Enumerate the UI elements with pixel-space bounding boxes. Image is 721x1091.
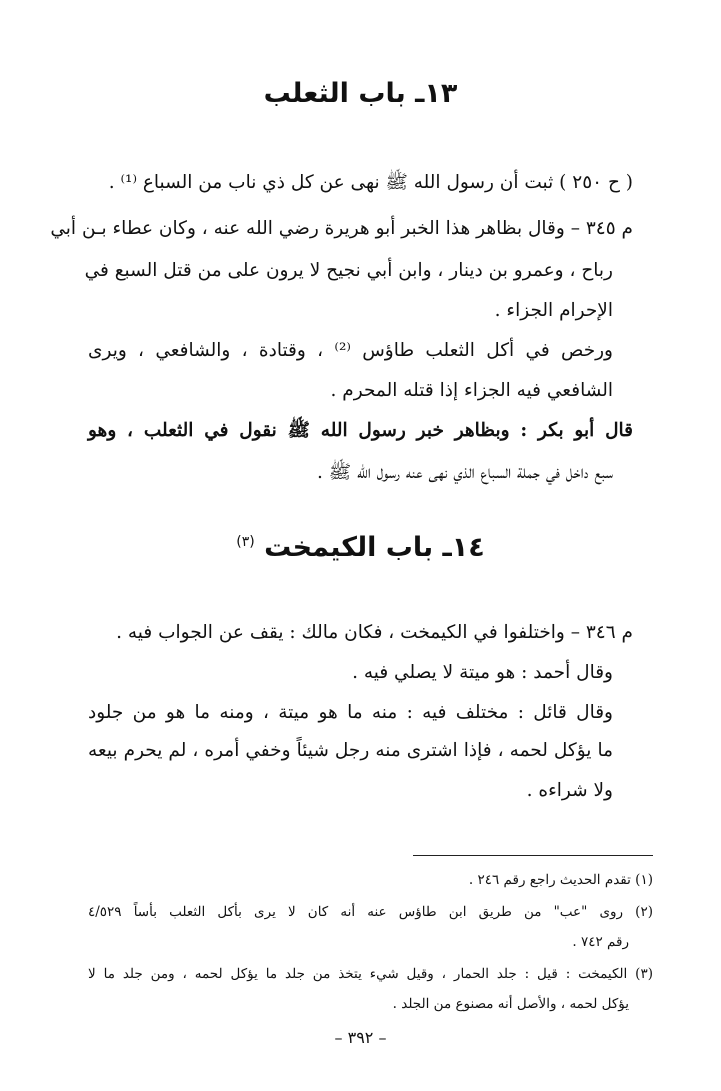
page-number: – ٣٩٢ –: [334, 1028, 387, 1047]
footnote-1: (١) تقدم الحديث راجع رقم ٢٤٦ .: [468, 872, 653, 888]
masala-346-line: م ٣٤٦ – واختلفوا في الكيمخت ، فكان مالك : يقف عن الجواب فيه .: [116, 622, 633, 643]
section-title-fox: [0, 78, 721, 109]
body-line: ما يؤكل لحمه ، فإذا اشترى منه رجل شيئاً وخفي أمره ، لم يحرم بيعه: [88, 740, 613, 761]
section-title-kaymukht-text: ١٤ـ باب الكيمخت: [264, 532, 485, 563]
body-line: وقال أحمد : هو ميتة لا يصلي فيه .: [352, 662, 613, 683]
body-line: سبع داخل في جملة السباع الذي نهى عنه رسول الله ﷺ .: [316, 462, 613, 483]
body-line: الإحرام الجزاء .: [494, 300, 613, 321]
hadith-250-line: ( ح ٢٥٠ ) ثبت أن رسول الله ﷺ نهى عن كل ذي ناب من السباع ⁽¹⁾ .: [108, 172, 633, 193]
footnote-3: (٣) الكيمخت : قيل : جلد الحمار ، وقيل شيء يتخذ من جلد ما يؤكل لحمه ، ومن جلد ما لا: [88, 966, 653, 982]
body-line: وقال قائل : مختلف فيه : منه ما هو ميتة ، ومنه ما هو من جلود: [88, 702, 613, 723]
body-line: ولا شراءه .: [526, 780, 613, 801]
body-line: الشافعي فيه الجزاء إذا قتله المحرم .: [330, 380, 613, 401]
footnote-2: (٢) روى "عب" من طريق ابن طاؤس عنه أنه كان لا يرى بأكل الثعلب بأساً ٤/٥٢٩: [88, 904, 653, 920]
footnote-3-continued: يؤكل لحمه ، والأصل أنه مصنوع من الجلد .: [392, 996, 629, 1012]
section-title-fox-text: ١٣ـ باب الثعلب: [263, 78, 458, 109]
abu-bakr-statement-line: قال أبو بكر : وبظاهر خبر رسول الله ﷺ نقول في الثعلب ، وهو: [88, 420, 633, 441]
masala-345-line: م ٣٤٥ – وقال بظاهر هذا الخبر أبو هريرة رضي الله عنه ، وكان عطاء بـن أبي: [50, 218, 633, 239]
footnote-ref: (٣): [236, 534, 255, 550]
section-title-kaymukht: [0, 532, 721, 563]
footnote-2-continued: رقم ٧٤٢ .: [572, 934, 629, 950]
footnote-divider: [413, 855, 653, 856]
body-line: ورخص في أكل الثعلب طاؤس ⁽²⁾ ، وقتادة ، والشافعي ، ويرى: [88, 340, 613, 361]
body-line: رباح ، وعمرو بن دينار ، وابن أبي نجيح لا يرون على من قتل السبع في: [84, 260, 613, 281]
